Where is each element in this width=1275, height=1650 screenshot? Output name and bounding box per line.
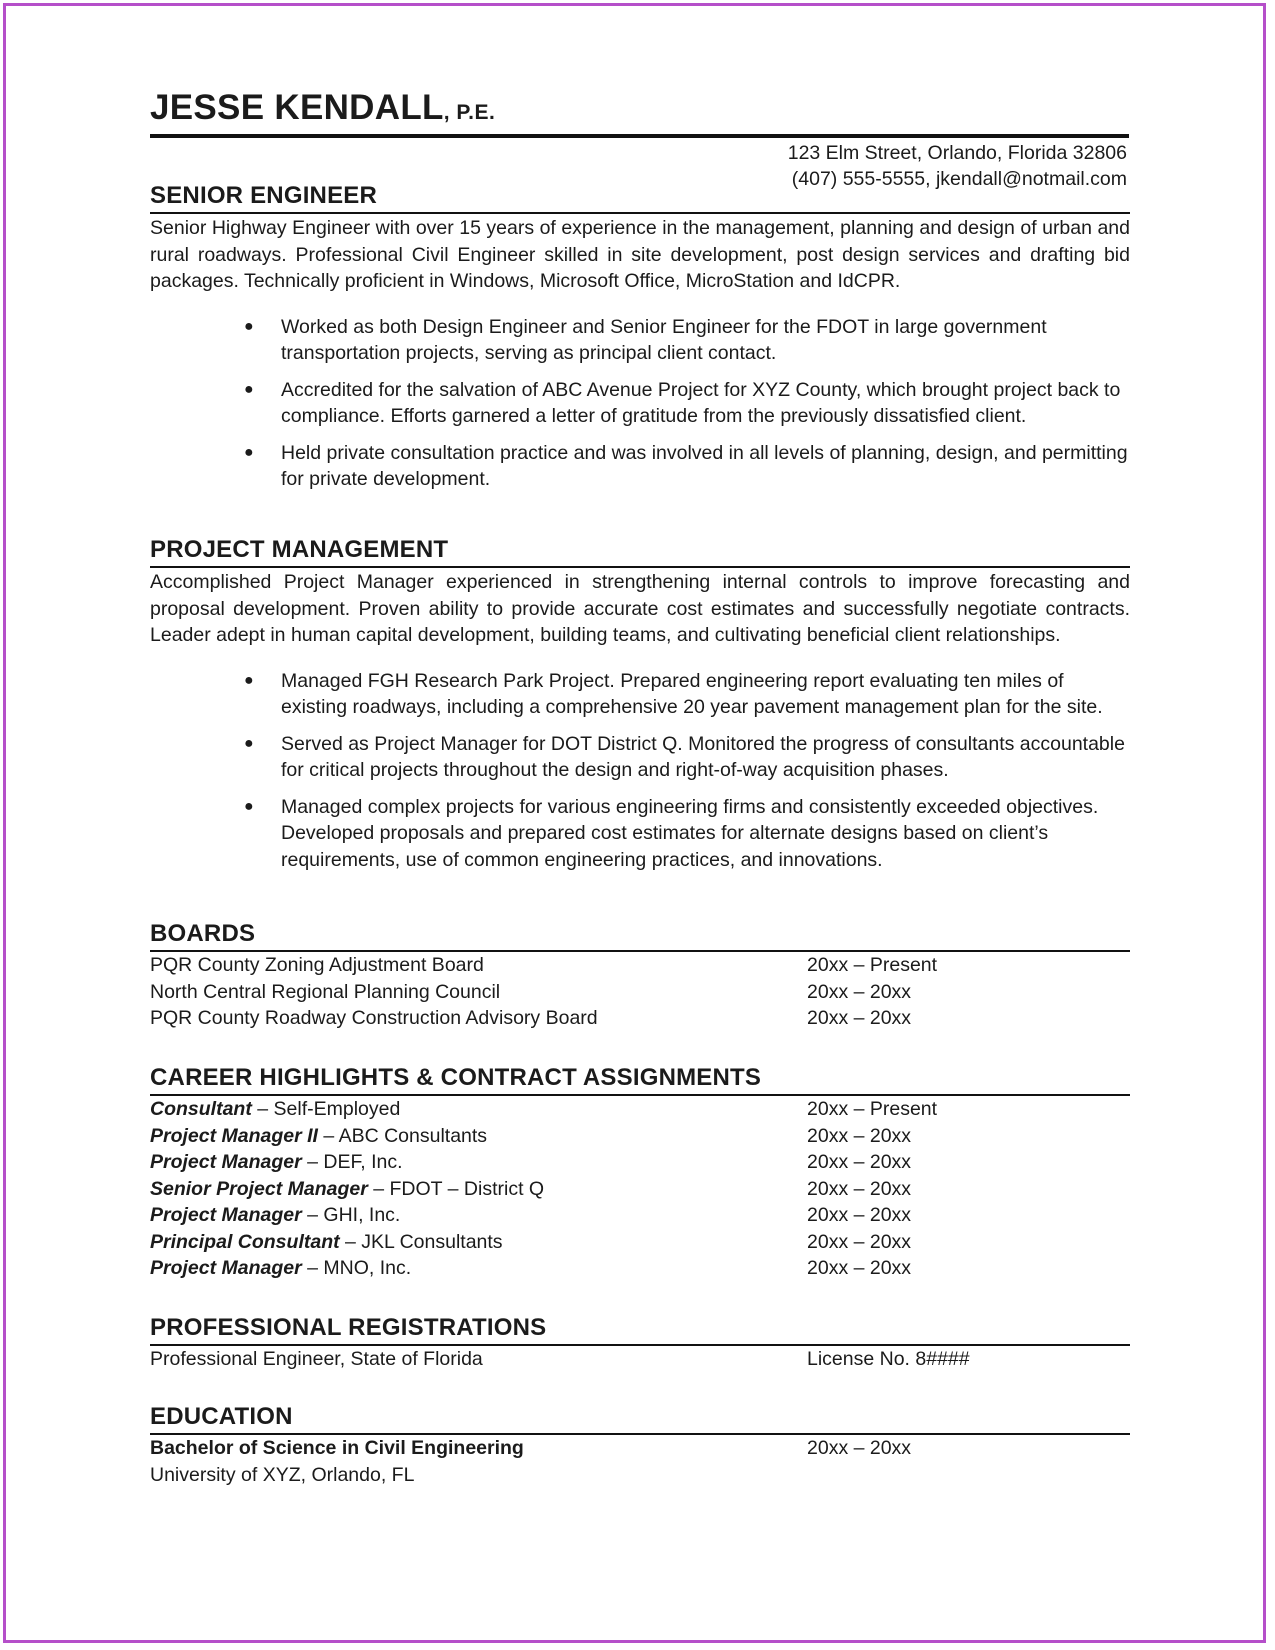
board-name: PQR County Roadway Construction Advisory Board [150,1007,598,1029]
job-org: – Self-Employed [251,1098,401,1120]
section-boards [150,920,1130,1032]
section-heading: PROFESSIONAL REGISTRATIONS [150,1314,547,1341]
board-dates: 20xx – Present [807,954,938,976]
list-item-text: Accredited for the salvation of ABC Avenue Project for XYZ County, which brought project back to compliance. Efforts garnered a letter of gratitude from the previously dissatisfied client. [281,378,1121,427]
license-number: License No. 8#### [807,1348,970,1370]
section-divider [150,566,1130,568]
section-heading: EDUCATION [150,1403,293,1430]
section-heading: BOARDS [150,920,256,947]
job-title: Project Manager II [150,1124,318,1147]
list-item [150,731,1130,784]
table-row [150,1435,1130,1462]
name-text: JESSE KENDALL [150,88,444,127]
section-career-highlights [150,1064,1130,1282]
bullet-icon: ● [244,797,254,815]
job-dates: 20xx – 20xx [807,1124,912,1147]
table-row [150,1202,1130,1229]
section-summary: Accomplished Project Manager experienced in strengthening internal controls to improve forecasting and proposal development. Proven ability to provide accurate cost estimates and successfully negotiate contracts. Leader adept in human capital development, building teams, and cultivating beneficial client relationships. [150,571,1130,646]
list-item [150,440,1130,493]
job-dates: 20xx – 20xx [807,1257,912,1279]
job-dates: 20xx – 20xx [807,1177,912,1200]
section-registrations [150,1314,1130,1373]
job-org: – DEF, Inc. [301,1151,403,1173]
table-row [150,1255,1130,1282]
list-item-text: Held private consultation practice and was involved in all levels of planning, design, and permitting for private development. [281,441,1128,490]
job-org: – MNO, Inc. [301,1257,412,1279]
list-item [150,668,1130,721]
table-row [150,952,1130,979]
board-name: PQR County Zoning Adjustment Board [150,954,484,976]
job-dates: 20xx – 20xx [807,1204,912,1226]
bullet-icon: ● [244,671,254,689]
list-item [150,314,1130,367]
list-item-text: Managed complex projects for various engineering firms and consistently exceeded objectives. Developed proposals and prepared cost estimates for alternate designs based on client’s requirements, use of common engineering practices, and innovations. [281,795,1099,871]
section-summary: Senior Highway Engineer with over 15 years of experience in the management, planning and design of urban and rural roadways. Professional Civil Engineer skilled in site development, post design services and drafting bid packages. Technically proficient in Windows, Microsoft Office, MicroStation and IdCPR. [150,217,1130,292]
section-heading: PROJECT MANAGEMENT [150,536,449,563]
resume-name [150,88,495,128]
job-title: Project Manager [150,1151,302,1173]
job-dates: 20xx – Present [807,1098,938,1120]
section-senior-engineer [150,182,1130,503]
registration-name: Professional Engineer, State of Florida [150,1348,483,1370]
bullet-icon: ● [244,734,254,752]
list-item-text: Managed FGH Research Park Project. Prepared engineering report evaluating ten miles of existing roadways, including a comprehensive 20 year pavement management plan for the site. [281,669,1103,718]
section-education [150,1403,1130,1488]
section-heading: SENIOR ENGINEER [150,182,378,209]
board-name: North Central Regional Planning Council [150,980,501,1003]
name-suffix: , P.E. [443,101,496,124]
table-row [150,1123,1130,1150]
table-row [150,1462,1130,1489]
table-row [150,1096,1130,1123]
table-row [150,1229,1130,1256]
section-project-management [150,536,1130,883]
section-heading: CAREER HIGHLIGHTS & CONTRACT ASSIGNMENTS [150,1064,762,1091]
list-item-text: Served as Project Manager for DOT District Q. Monitored the progress of consultants accountable for critical projects throughout the design and right-of-way acquisition phases. [281,732,1125,781]
list-item-text: Worked as both Design Engineer and Senior Engineer for the FDOT in large government transportation projects, serving as principal client contact. [281,315,1047,364]
job-title: Project Manager [150,1257,302,1279]
degree: Bachelor of Science in Civil Engineering [150,1437,524,1459]
list-item [150,377,1130,430]
bullet-list [150,314,1130,493]
job-title: Senior Project Manager [150,1177,368,1200]
contact-address: 123 Elm Street, Orlando, Florida 32806 [787,142,1127,164]
table-row [150,979,1130,1006]
bullet-list [150,668,1130,874]
section-divider [150,212,1130,214]
school: University of XYZ, Orlando, FL [150,1463,415,1486]
list-item [150,794,1130,874]
job-dates: 20xx – 20xx [807,1230,912,1253]
board-dates: 20xx – 20xx [807,1007,912,1029]
table-row [150,1149,1130,1176]
bullet-icon: ● [244,443,254,461]
table-row [150,1346,1130,1373]
job-title: Project Manager [150,1204,302,1226]
job-org: – GHI, Inc. [301,1204,401,1226]
job-org: – FDOT – District Q [367,1177,545,1200]
education-dates: 20xx – 20xx [807,1437,912,1459]
name-divider [150,134,1129,138]
bullet-icon: ● [244,317,254,335]
board-dates: 20xx – 20xx [807,980,912,1003]
job-org: – JKL Consultants [339,1230,503,1253]
table-row [150,1176,1130,1203]
contact-phone-email: (407) 555-5555, jkendall@notmail.com [791,168,1127,190]
table-row [150,1005,1130,1032]
job-title: Principal Consultant [150,1230,340,1253]
job-dates: 20xx – 20xx [807,1151,912,1173]
bullet-icon: ● [244,380,254,398]
job-title: Consultant [150,1098,252,1120]
job-org: – ABC Consultants [317,1124,488,1147]
